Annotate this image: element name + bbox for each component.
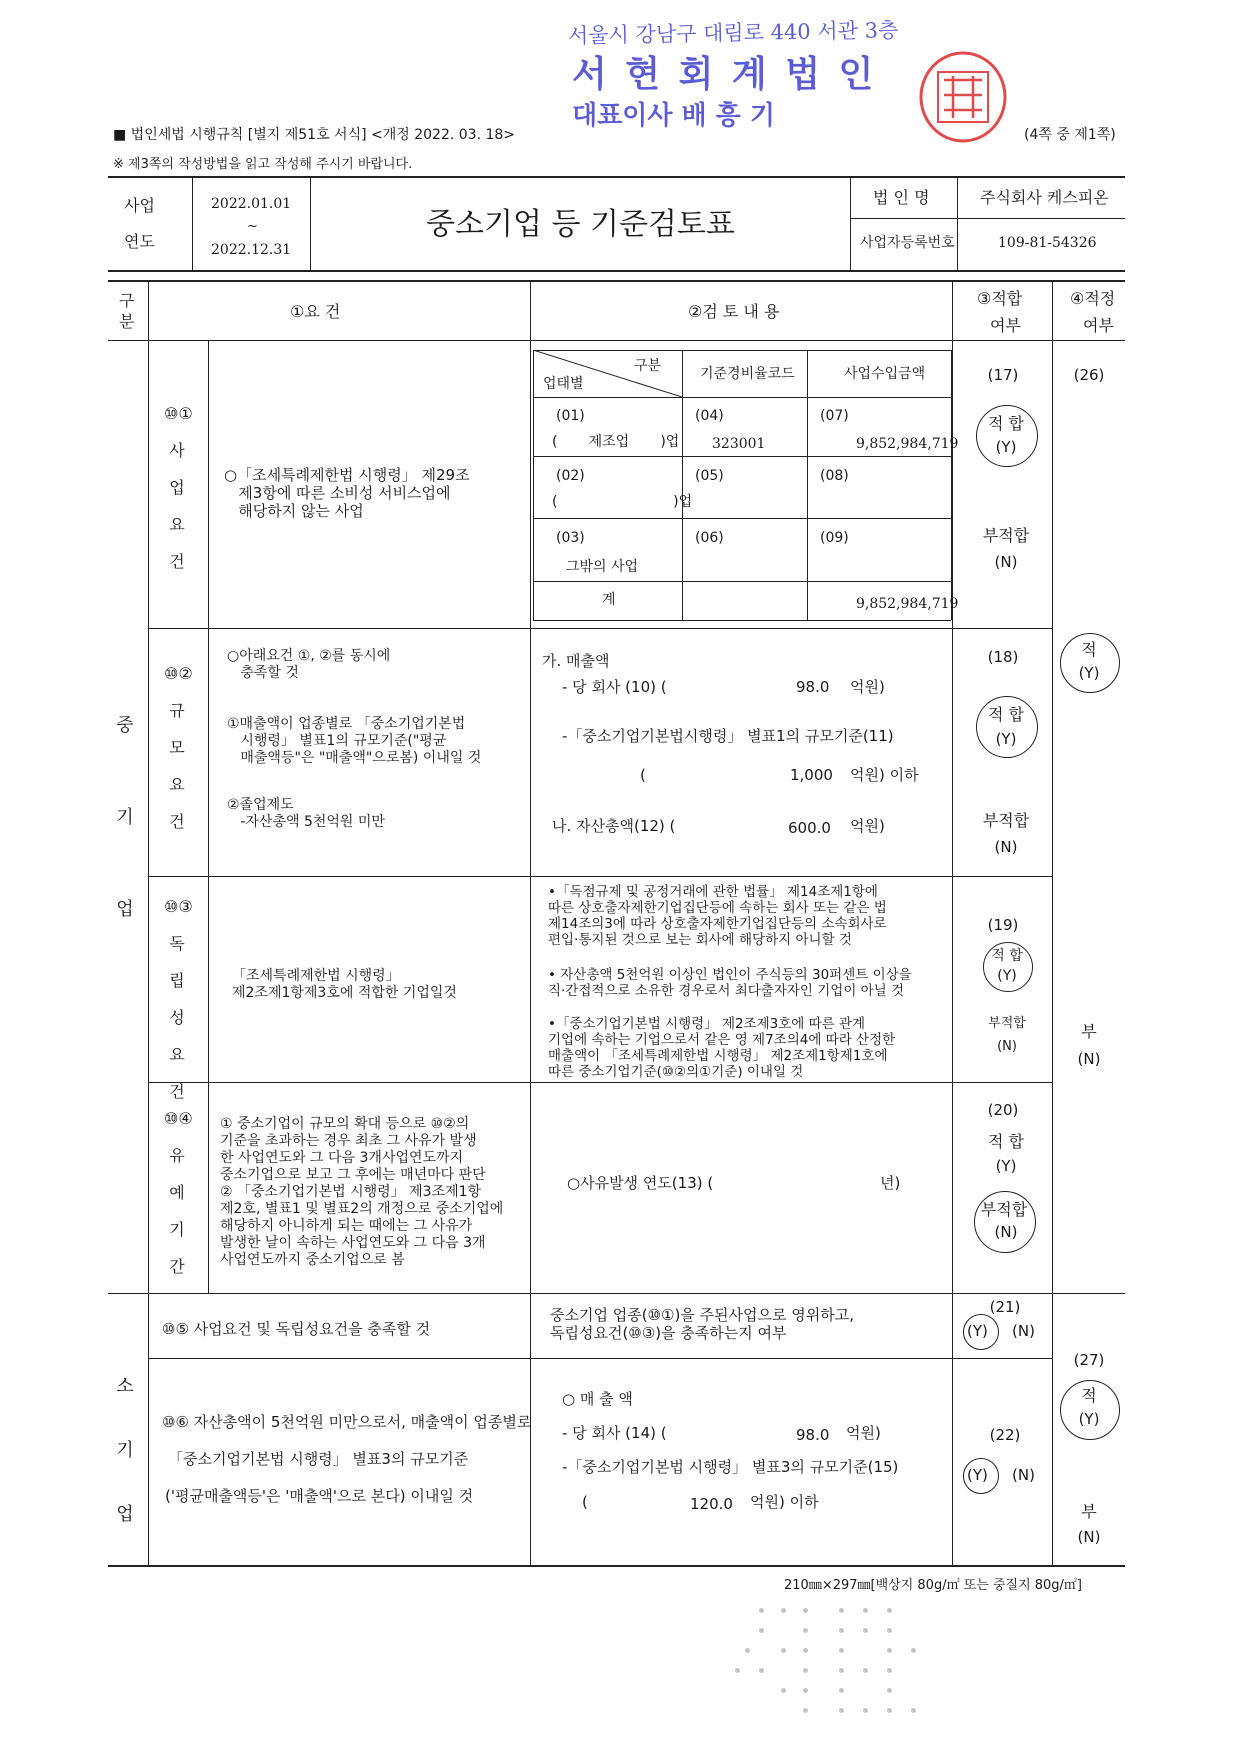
- rule: [192, 176, 193, 270]
- r104-fit-y: (Y): [995, 1157, 1017, 1175]
- r101-fit-not: 부적합: [982, 526, 1030, 545]
- col-fit-2: 여부: [990, 316, 1021, 335]
- r102-this-co: - 당 회사 (10) (: [562, 678, 667, 696]
- r104-label: ⑩④유예기간: [164, 1109, 193, 1276]
- r105-n: (N): [1012, 1322, 1035, 1340]
- section-small: 소기업: [116, 1376, 134, 1525]
- r101-label: ⑩①사업요건: [164, 404, 193, 571]
- r101-fit-no: (17): [987, 366, 1019, 384]
- page-info: (4쪽 중 제1쪽): [1024, 127, 1116, 143]
- r102-std-label: -「중소기업기본법시행령」 별표1의 규모기준(11): [562, 727, 894, 745]
- r103-bullet-3: •「중소기업기본법 시행령」 제2조제3호에 따른 관계 기업에 속하는 기업으로서 같은 영 제7조의4에 따라 산정한 매출액이 「조세특례제한법 시행령」 제2조제1항제1호에 따른 중소기업기준(⑩②의①기준) 이내일 것: [548, 1016, 896, 1080]
- rule: [148, 1358, 1052, 1359]
- proper-27-yes: 적: [1081, 1386, 1097, 1405]
- r106-std-open: (: [582, 1493, 588, 1511]
- r106-this-co: - 당 회사 (14) (: [562, 1424, 667, 1442]
- period-tilde: ~: [247, 219, 258, 234]
- page-title: 중소기업 등 기준검토표: [426, 207, 735, 242]
- r102-asset-val: 600.0: [788, 819, 831, 837]
- r106-this-co-val: 98.0: [796, 1426, 830, 1444]
- r102-std-unit: 억원) 이하: [850, 766, 919, 784]
- rule: [533, 397, 951, 398]
- r106-std-label: -「중소기업기본법 시행령」 별표3의 규모기준(15): [562, 1458, 899, 1476]
- rule: [850, 176, 851, 270]
- r103-fit-not: 부적합: [988, 1016, 1026, 1031]
- col-proper-1: ④적정: [1070, 289, 1116, 308]
- r101-h-code: 기준경비율코드: [700, 366, 795, 382]
- r104-fit-n: (N): [994, 1223, 1018, 1241]
- r102-text-3: ②졸업제도 -자산총액 5천억원 미만: [227, 797, 385, 830]
- year-label-2: 연도: [124, 232, 155, 251]
- stamp-representative: 대표이사 배 흥 기: [572, 101, 775, 131]
- r101-fit-n: (N): [994, 553, 1018, 571]
- r102-fit-n: (N): [994, 838, 1018, 856]
- r106-std-val: 120.0: [690, 1495, 733, 1513]
- r101-r1-cat: ( 제조업 )업: [552, 434, 680, 450]
- r102-text-1: ○아래요건 ①, ②를 동시에 충족할 것: [227, 648, 391, 681]
- r101-fit-yes: 적 합: [988, 414, 1024, 433]
- r106-std-unit: 억원) 이하: [750, 1493, 819, 1511]
- rule: [108, 1565, 1125, 1567]
- proper-27-y: (Y): [1078, 1410, 1100, 1428]
- r101-r1-code-no: (04): [695, 408, 724, 424]
- r101-total-value: 9,852,984,719: [856, 596, 959, 612]
- r106-sales-label: ○ 매 출 액: [562, 1390, 633, 1408]
- section-sme: 중기업: [116, 715, 134, 920]
- r101-bizcat: 업태별: [543, 376, 584, 392]
- r104-fit-yes: 적 합: [988, 1132, 1024, 1151]
- r103-fit-no: (19): [987, 916, 1019, 934]
- rule: [1052, 280, 1053, 1565]
- stamp-address: 서울시 강남구 대림로 440 서관 3층: [567, 18, 899, 48]
- r102-fit-no: (18): [987, 648, 1019, 666]
- r106-requirement-2: 「중소기업기본법 시행령」 별표3의 규모기준: [168, 1450, 469, 1468]
- r101-r2-cat: ( )업: [552, 494, 693, 510]
- r106-this-co-unit: 억원): [846, 1424, 881, 1442]
- r102-this-co-unit: 억원): [850, 678, 885, 696]
- r101-h-amount: 사업수입금액: [844, 366, 926, 382]
- r101-r1-amt: 9,852,984,719: [856, 436, 959, 452]
- reg-no-label: 사업자등록번호: [860, 235, 955, 251]
- r106-y: (Y): [967, 1466, 988, 1484]
- rule: [957, 176, 958, 270]
- r104-review-unit: 년): [880, 1174, 901, 1192]
- rule: [148, 280, 149, 1565]
- r106-fit-no: (22): [989, 1426, 1021, 1444]
- r101-r2-amt-no: (08): [820, 468, 849, 484]
- r101-r2-no: (02): [556, 468, 585, 484]
- stamp-firm-name: 서 현 회 계 법 인: [572, 53, 877, 95]
- corp-name: 주식회사 케스피온: [980, 188, 1109, 207]
- r103-bullet-1: •「독점규제 및 공정거래에 관한 법률」 제14조제1항에 따른 상호출자제한기업집단등에 속하는 회사 또는 같은 법 제14조의3에 따라 상호출자제한기업집단등의 소속회사로 편입·통지된 것으로 보는 회사에 해당하지 아니할 것: [548, 884, 887, 948]
- r103-fit-y: (Y): [997, 968, 1017, 984]
- rule: [148, 1082, 1052, 1083]
- r102-text-2: ①매출액이 업종별로 「중소기업기본법 시행령」 별표1의 규모기준("평균 매출액등"은 "매출액"으로봄) 이내일 것: [227, 716, 482, 766]
- rule: [148, 876, 1052, 877]
- r104-review: ○사유발생 연도(13) (: [567, 1174, 714, 1192]
- r102-label: ⑩②규모요건: [164, 664, 193, 831]
- paper-size-note: 210㎜×297㎜[백상지 80g/㎡ 또는 중질지 80g/㎡]: [784, 1578, 1083, 1593]
- proper-26-y: (Y): [1078, 664, 1100, 682]
- corp-name-label: 법 인 명: [873, 188, 930, 207]
- rule: [682, 350, 683, 620]
- rule: [108, 340, 1125, 341]
- r101-r2-code-no: (05): [695, 468, 724, 484]
- r103-label: ⑩③독립성요건: [164, 897, 193, 1101]
- rule: [530, 280, 531, 1565]
- r102-this-co-val: 98.0: [796, 678, 830, 696]
- r103-requirement: 「조세특례제한법 시행령」 제2조제1항제3호에 적합한 기업일것: [232, 968, 457, 1001]
- r101-r3-code-no: (06): [695, 530, 724, 546]
- rule: [807, 350, 808, 620]
- rule: [108, 270, 1125, 272]
- r101-gubun: 구분: [634, 358, 662, 374]
- r101-fit-y: (Y): [995, 438, 1017, 456]
- r103-fit-n: (N): [997, 1039, 1017, 1054]
- r101-r3-amt-no: (09): [820, 530, 849, 546]
- rule: [108, 280, 1125, 282]
- r102-sales-label: 가. 매출액: [542, 652, 610, 670]
- rule: [108, 1293, 1125, 1294]
- reg-no: 109-81-54326: [998, 235, 1097, 251]
- rule: [108, 176, 1125, 178]
- proper-26-n: (N): [1077, 1050, 1101, 1068]
- corporate-seal: [918, 50, 1008, 144]
- rule: [533, 620, 951, 621]
- rule: [208, 340, 209, 1293]
- r101-r3-no: (03): [556, 530, 585, 546]
- rule: [533, 581, 951, 582]
- col-review: ②검 토 내 용: [688, 302, 780, 321]
- r101-total-label: 계: [602, 592, 616, 608]
- r105-review: 중소기업 업종(⑩①)을 주된사업으로 영위하고, 독립성요건(⑩③)을 충족하는지 여부: [550, 1306, 855, 1342]
- r103-fit-yes: 적 합: [991, 948, 1023, 964]
- r102-asset-unit: 억원): [850, 817, 885, 835]
- r102-fit-y: (Y): [995, 730, 1017, 748]
- proper-26-no: (26): [1073, 366, 1105, 384]
- rule: [951, 350, 952, 620]
- r106-n: (N): [1012, 1466, 1035, 1484]
- instruction-note: ※ 제3쪽의 작성방법을 읽고 작성해 주시기 바랍니다.: [113, 157, 413, 172]
- r105-fit-no: (21): [989, 1298, 1021, 1316]
- col-requirement: ①요 건: [290, 302, 341, 321]
- r106-requirement-3: ('평균매출액등'은 '매출액'으로 본다) 이내일 것: [165, 1487, 474, 1505]
- r102-fit-not: 부적합: [982, 811, 1030, 830]
- r104-fit-no: (20): [987, 1101, 1019, 1119]
- col-proper-2: 여부: [1083, 316, 1114, 335]
- proper-27-no: (27): [1073, 1351, 1105, 1369]
- r101-r1-amt-no: (07): [820, 408, 849, 424]
- r102-asset-label: 나. 자산총액(12) (: [552, 817, 676, 835]
- rule: [533, 456, 951, 457]
- r105-y: (Y): [967, 1322, 988, 1340]
- proper-26-no-label: 부: [1081, 1022, 1097, 1041]
- r102-std-open: (: [640, 766, 646, 784]
- r101-r1-no: (01): [556, 408, 585, 424]
- proper-27-no-label: 부: [1081, 1502, 1097, 1521]
- rule: [148, 628, 1052, 629]
- r104-requirement: ① 중소기업이 규모의 확대 등으로 ⑩②의 기준을 초과하는 경우 최초 그 사유가 발생 한 사업연도와 그 다음 3개사업연도까지 중소기업으로 보고 그 후에는 매년마다 판단 ② 「중소기업기본법 시행령」 제3조제1항 제2호, 별표1 및 별표2의 개정으로 중소기업에 해당하지 아니하게 되는 때에는 그 사유가 발생한 날이 속하는 사업연도와 그 다음 3개 사업연도까지 중소기업으로 봄: [220, 1116, 504, 1268]
- regulation-text: ■ 법인세법 시행규칙 [별지 제51호 서식] <개정 2022. 03. 18>: [113, 127, 516, 143]
- col-fit-1: ③적합: [977, 289, 1023, 308]
- proper-27-n: (N): [1077, 1528, 1101, 1546]
- rule: [850, 218, 1125, 219]
- r104-fit-not: 부적합: [980, 1200, 1028, 1219]
- proper-26-yes: 적: [1081, 640, 1097, 659]
- r102-fit-yes: 적 합: [988, 705, 1024, 724]
- r103-bullet-2: • 자산총액 5천억원 이상인 법인이 주식등의 30퍼센트 이상을 직·간접적으로 소유한 경우로서 최다출자자인 기업이 아닐 것: [548, 967, 912, 999]
- r106-requirement-1: ⑩⑥ 자산총액이 5천억원 미만으로서, 매출액이 업종별로: [162, 1413, 532, 1431]
- rule: [952, 280, 953, 1565]
- r105-requirement: ⑩⑤ 사업요건 및 독립성요건을 충족할 것: [162, 1320, 431, 1338]
- period-start: 2022.01.01: [211, 196, 292, 212]
- year-label-1: 사업: [124, 196, 155, 215]
- period-end: 2022.12.31: [211, 242, 292, 258]
- r102-std-val: 1,000: [790, 766, 833, 784]
- col-gubun: 구분: [119, 291, 135, 331]
- r101-r3-cat: 그밖의 사업: [566, 559, 639, 575]
- r101-requirement: ○「조세특례제한법 시행령」 제29조 제3항에 따른 소비성 서비스업에 해당하지 않는 사업: [224, 466, 470, 520]
- rule: [310, 176, 311, 270]
- perforation-mark: [735, 1600, 935, 1740]
- rule: [533, 518, 951, 519]
- r101-r1-code: 323001: [712, 436, 766, 452]
